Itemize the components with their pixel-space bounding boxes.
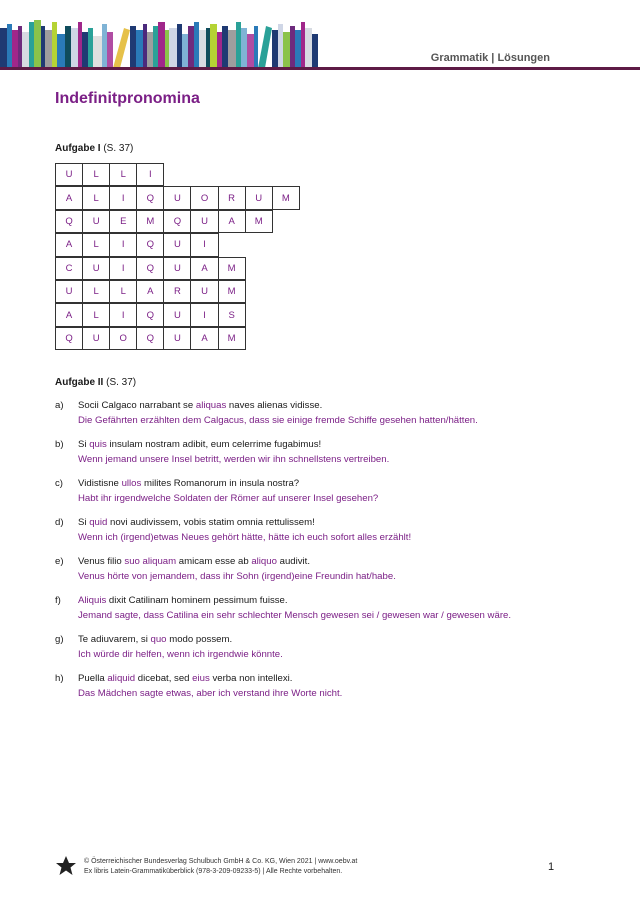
- latin-sentence: [78, 632, 232, 648]
- grid-cell: I: [109, 186, 137, 209]
- exercise-item: [55, 671, 595, 710]
- grid-row: [55, 163, 299, 186]
- exercise-item: [55, 554, 595, 593]
- grid-cell: A: [218, 210, 246, 233]
- latin-sentence: [78, 671, 292, 687]
- highlighted-pronoun: aliquas: [195, 400, 227, 411]
- grid-cell: U: [82, 257, 110, 280]
- latin-sentence: [78, 554, 310, 570]
- grid-cell: U: [163, 186, 191, 209]
- page-number: 1: [548, 861, 555, 873]
- footer-copyright: [84, 857, 357, 877]
- grid-cell: L: [109, 280, 137, 303]
- grid-cell: O: [190, 186, 218, 209]
- grid-cell: M: [218, 280, 246, 303]
- highlighted-pronoun: suo aliquam: [124, 556, 177, 567]
- sentence-segment: dixit Catilinam hominem pessimum fuisse.: [106, 595, 288, 606]
- highlighted-pronoun: quid: [89, 517, 108, 528]
- grid-cell: Q: [136, 303, 164, 326]
- grid-row: [55, 257, 299, 280]
- sentence-segment: Vidistisne: [78, 478, 122, 489]
- sentence-segment: insulam nostram adibit, eum celerrime fugabimus!: [106, 439, 322, 450]
- german-translation: Das Mädchen sagte etwas, aber ich verstand ihre Worte nicht.: [78, 688, 343, 699]
- grid-cell: Q: [136, 186, 164, 209]
- grid-cell: U: [82, 210, 110, 233]
- sentence-segment: Puella: [78, 673, 108, 684]
- grid-cell: A: [55, 303, 83, 326]
- latin-sentence: [78, 593, 288, 609]
- latin-sentence: [78, 476, 299, 492]
- latin-sentence: [78, 398, 322, 414]
- german-translation: Wenn ich (irgend)etwas Neues gehört hätte, hätte ich euch sofort alles erzählt!: [78, 532, 412, 543]
- word-grid: [55, 163, 299, 350]
- grid-cell: M: [245, 210, 273, 233]
- exercise-item: [55, 593, 595, 632]
- item-label: c): [55, 478, 63, 489]
- grid-cell: L: [82, 186, 110, 209]
- grid-cell: L: [82, 233, 110, 256]
- grid-cell: Q: [136, 327, 164, 350]
- exercise-list: [55, 398, 595, 710]
- grid-cell: U: [190, 280, 218, 303]
- exercise-item: [55, 476, 595, 515]
- grid-cell: R: [218, 186, 246, 209]
- sentence-segment: amicam esse ab: [176, 556, 252, 567]
- sentence-segment: verba non intellexi.: [209, 673, 293, 684]
- german-translation: Wenn jemand unsere Insel betritt, werden wir ihn schnellstens vertreiben.: [78, 454, 390, 465]
- grid-cell: A: [136, 280, 164, 303]
- grid-row: [55, 280, 299, 303]
- german-translation: Ich würde dir helfen, wenn ich irgendwie könnte.: [78, 649, 283, 660]
- highlighted-pronoun: Aliquis: [78, 595, 107, 606]
- sentence-segment: Socii Calgaco narrabant se: [78, 400, 196, 411]
- footer-line-1: © Österreichischer Bundesverlag Schulbuch GmbH & Co. KG, Wien 2021 | www.oebv.at: [84, 858, 358, 865]
- grid-cell: U: [82, 327, 110, 350]
- grid-cell: I: [109, 233, 137, 256]
- grid-cell: E: [109, 210, 137, 233]
- grid-cell: R: [163, 280, 191, 303]
- grid-cell: L: [109, 163, 137, 186]
- grid-cell: L: [82, 163, 110, 186]
- page-title: Indefinitpronomina: [55, 90, 200, 107]
- grid-cell: U: [190, 210, 218, 233]
- grid-cell: I: [109, 303, 137, 326]
- grid-row: [55, 327, 299, 350]
- grid-cell: Q: [163, 210, 191, 233]
- item-label: g): [55, 634, 64, 645]
- header-rule: [0, 67, 640, 70]
- item-label: e): [55, 556, 64, 567]
- task-2-label: Aufgabe II: [55, 377, 104, 388]
- grid-cell: O: [109, 327, 137, 350]
- latin-sentence: [78, 515, 315, 531]
- sentence-segment: novi audivissem, vobis statim omnia rettulissem!: [107, 517, 315, 528]
- sentence-segment: milites Romanorum in insula nostra?: [141, 478, 300, 489]
- grid-cell: U: [163, 257, 191, 280]
- sentence-segment: audivit.: [276, 556, 311, 567]
- grid-cell: U: [163, 327, 191, 350]
- grid-cell: A: [55, 233, 83, 256]
- sentence-segment: dicebat, sed: [135, 673, 193, 684]
- grid-cell: M: [136, 210, 164, 233]
- grid-cell: I: [109, 257, 137, 280]
- sentence-segment: naves alienas vidisse.: [226, 400, 323, 411]
- highlighted-pronoun: ullos: [121, 478, 142, 489]
- grid-cell: U: [163, 233, 191, 256]
- item-label: a): [55, 400, 64, 411]
- footer-line-2: Ex libris Latein-Grammatiküberblick (978-3-209-09233-5) | Alle Rechte vorbehalten.: [84, 868, 343, 875]
- grid-cell: I: [190, 303, 218, 326]
- header-section-label: Grammatik | Lösungen: [430, 52, 550, 64]
- grid-row: [55, 233, 299, 256]
- grid-cell: A: [190, 257, 218, 280]
- task-2-pages: (S. 37): [106, 377, 137, 388]
- highlighted-pronoun: aliquid: [107, 673, 136, 684]
- book-spines: [0, 20, 318, 68]
- task-1-heading: [55, 143, 133, 154]
- latin-sentence: [78, 437, 321, 453]
- grid-cell: U: [55, 163, 83, 186]
- task-1-pages: (S. 37): [103, 143, 134, 154]
- grid-row: [55, 186, 299, 209]
- task-2-heading: [55, 377, 136, 388]
- grid-cell: A: [55, 186, 83, 209]
- grid-cell: M: [218, 257, 246, 280]
- sentence-segment: Venus filio: [78, 556, 125, 567]
- grid-row: [55, 303, 299, 326]
- grid-cell: Q: [136, 233, 164, 256]
- item-label: f): [55, 595, 61, 606]
- grid-cell: A: [190, 327, 218, 350]
- exercise-item: [55, 398, 595, 437]
- sentence-segment: Si: [78, 517, 90, 528]
- exercise-item: [55, 632, 595, 671]
- item-label: h): [55, 673, 64, 684]
- grid-cell: U: [55, 280, 83, 303]
- sentence-segment: modo possem.: [166, 634, 233, 645]
- german-translation: Jemand sagte, dass Catilina ein sehr schlechter Mensch gewesen sei / gewesen war / gewesen wäre.: [78, 610, 512, 621]
- grid-row: [55, 210, 299, 233]
- grid-cell: M: [218, 327, 246, 350]
- german-translation: Habt ihr irgendwelche Soldaten der Römer auf unserer Insel gesehen?: [78, 493, 379, 504]
- highlighted-pronoun: eius: [192, 673, 210, 684]
- highlighted-pronoun: quo: [150, 634, 167, 645]
- task-1-label: Aufgabe I: [55, 143, 101, 154]
- grid-cell: Q: [55, 327, 83, 350]
- grid-cell: U: [163, 303, 191, 326]
- item-label: d): [55, 517, 64, 528]
- grid-cell: S: [218, 303, 246, 326]
- grid-cell: U: [245, 186, 273, 209]
- item-label: b): [55, 439, 64, 450]
- sentence-segment: Si: [78, 439, 90, 450]
- highlighted-pronoun: quis: [89, 439, 107, 450]
- grid-cell: L: [82, 303, 110, 326]
- grid-cell: Q: [136, 257, 164, 280]
- grid-cell: I: [136, 163, 164, 186]
- grid-cell: Q: [55, 210, 83, 233]
- grid-cell: C: [55, 257, 83, 280]
- exercise-item: [55, 437, 595, 476]
- highlighted-pronoun: aliquo: [251, 556, 277, 567]
- german-translation: Die Gefährten erzählten dem Calgacus, dass sie einige fremde Schiffe gesehen hatten/hätten.: [78, 415, 478, 426]
- grid-cell: M: [272, 186, 300, 209]
- sentence-segment: Te adiuvarem, si: [78, 634, 151, 645]
- exercise-item: [55, 515, 595, 554]
- publisher-logo-icon: [55, 855, 77, 877]
- grid-cell: I: [190, 233, 218, 256]
- grid-cell: L: [82, 280, 110, 303]
- german-translation: Venus hörte von jemandem, dass ihr Sohn (irgend)eine Freundin hat/habe.: [78, 571, 396, 582]
